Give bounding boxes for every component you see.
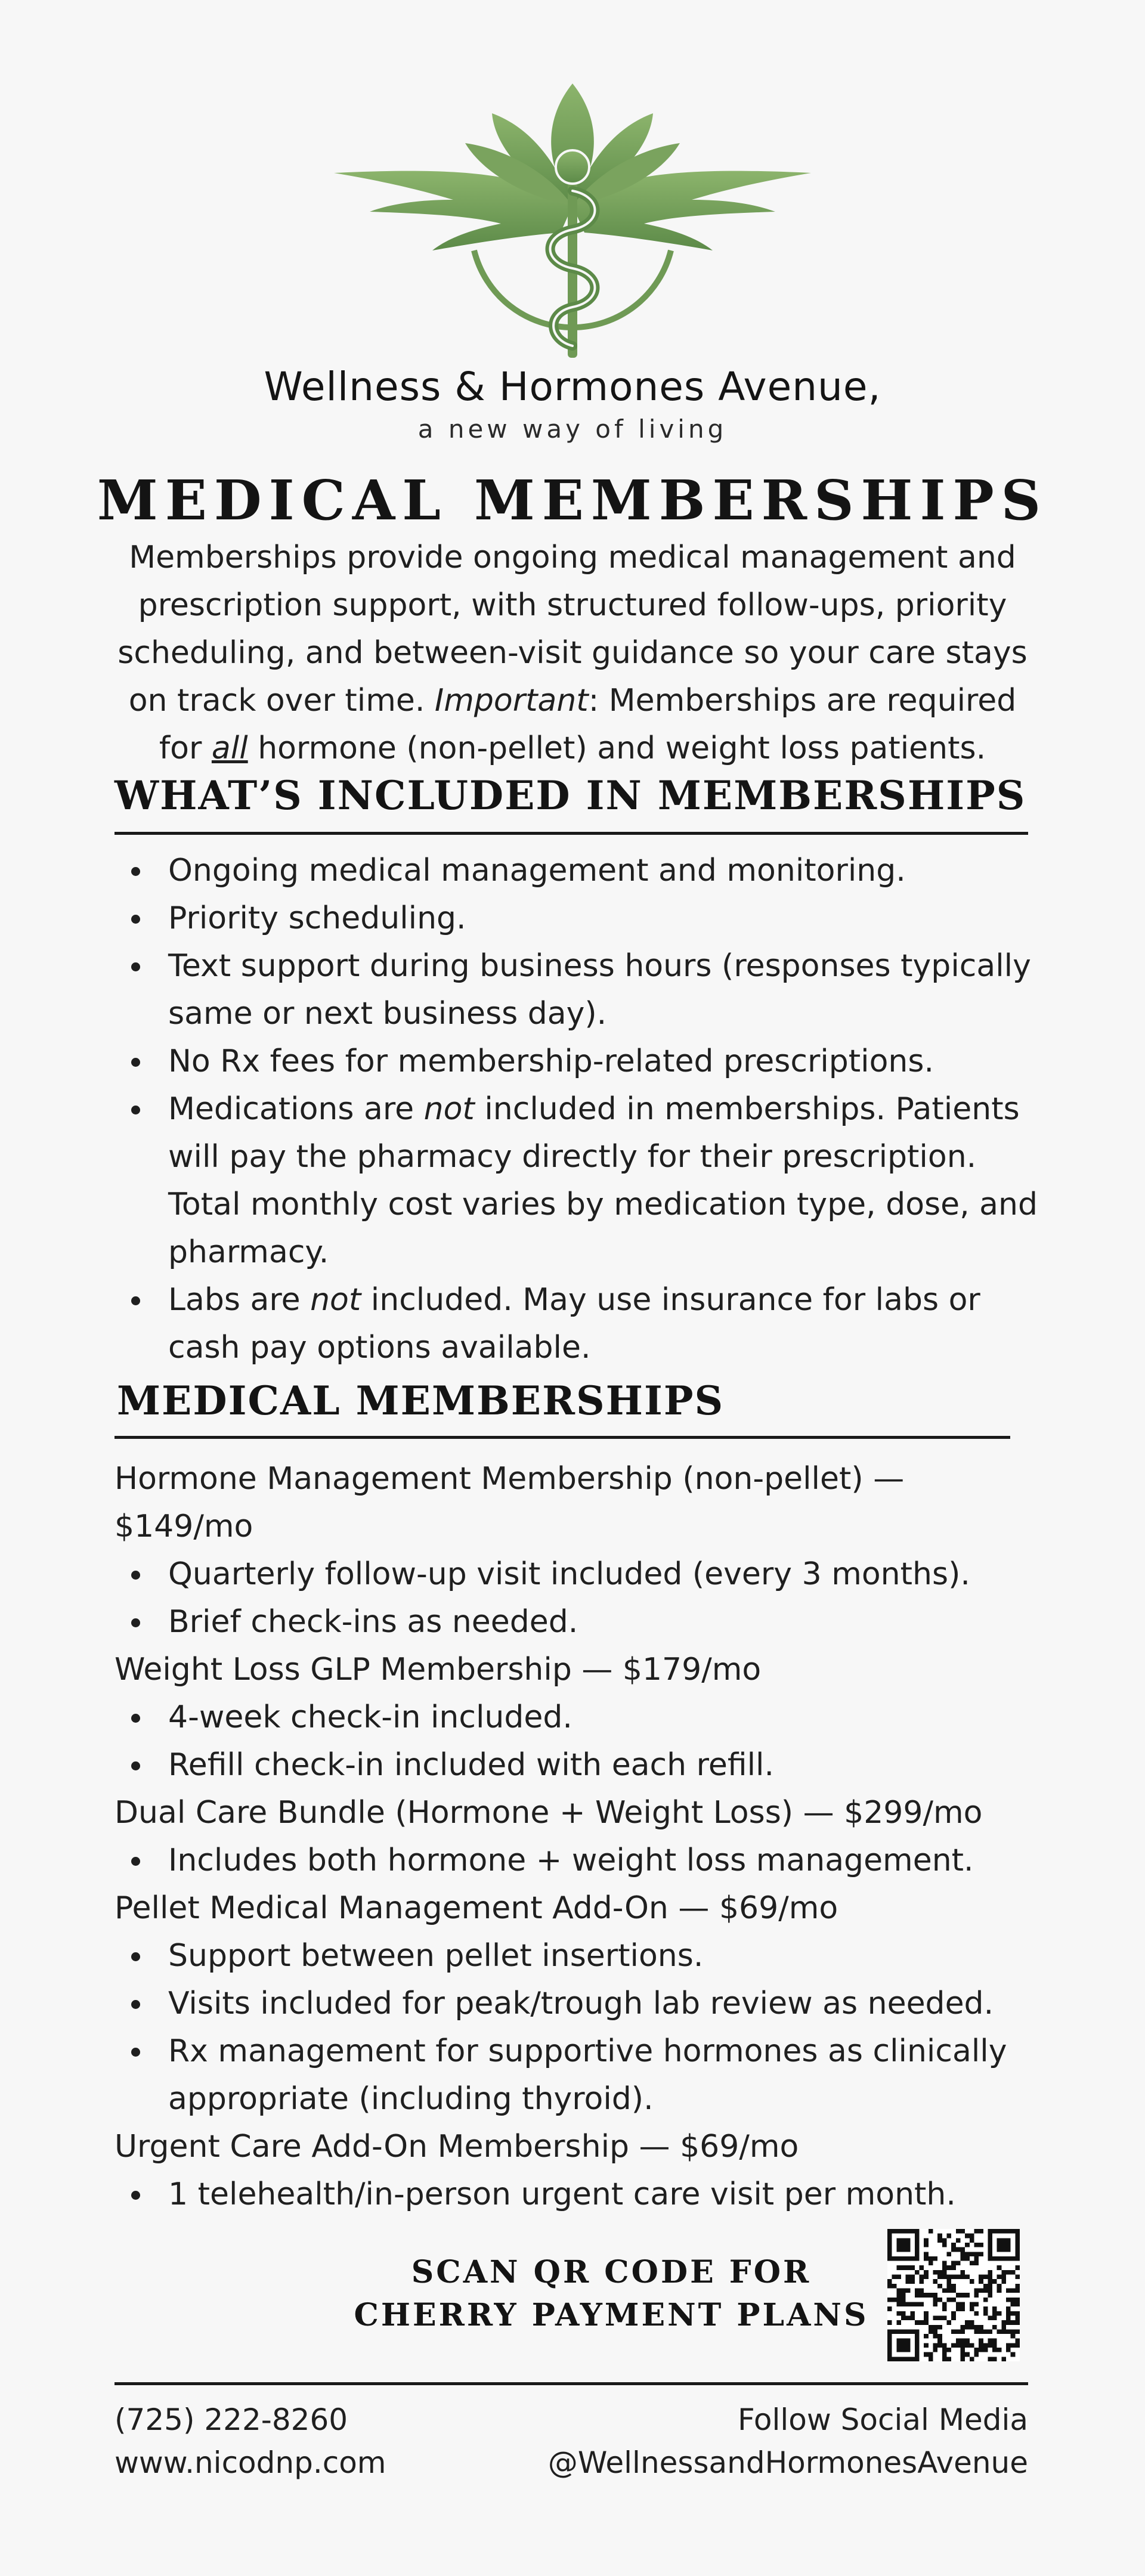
plan-pellet-addon	[114, 1884, 1045, 2123]
social-handle-link[interactable]: @WellnessandHormonesAvenue	[547, 2445, 1028, 2480]
page-title: MEDICAL MEMBERSHIPS	[97, 468, 1048, 532]
plan-weight-loss	[114, 1646, 1045, 1789]
qr-cta-line: CHERRY PAYMENT PLANS	[354, 2297, 869, 2333]
intro-important: Important	[434, 683, 589, 719]
included-list	[114, 847, 1045, 1371]
plan-urgent-care	[114, 2123, 1045, 2218]
list-item: Refill check-in included with each refill.	[114, 1741, 1045, 1789]
list-item: 1 telehealth/in-person urgent care visit per month.	[114, 2171, 1045, 2218]
intro-all: all	[211, 730, 248, 766]
plan-title: Pellet Medical Management Add-On — $69/mo	[114, 1890, 838, 1926]
intro-text: hormone (non-pellet) and weight loss patients.	[247, 730, 986, 766]
intro-paragraph	[107, 534, 1038, 772]
included-divider	[114, 832, 1028, 835]
list-item: Quarterly follow-up visit included (every 3 months).	[114, 1550, 1045, 1598]
memberships-heading: MEDICAL MEMBERSHIPS	[117, 1377, 725, 1424]
list-item: Ongoing medical management and monitoring.	[114, 847, 1045, 894]
list-item: Priority scheduling.	[114, 894, 1045, 942]
list-item: Rx management for supportive hormones as clinically appropriate (including thyroid).	[114, 2027, 1045, 2123]
plan-title: Dual Care Bundle (Hormone + Weight Loss) — $299/mo	[114, 1795, 983, 1831]
plan-title: Urgent Care Add-On Membership — $69/mo	[114, 2129, 799, 2165]
list-item: Visits included for peak/trough lab review as needed.	[114, 1980, 1045, 2027]
list-item: Brief check-ins as needed.	[114, 1598, 1045, 1646]
website-link[interactable]: www.nicodnp.com	[114, 2445, 386, 2480]
qr-call-to-action	[334, 2251, 889, 2337]
brand-tagline: a new way of living	[417, 414, 728, 444]
included-heading: WHAT’S INCLUDED IN MEMBERSHIPS	[114, 772, 1026, 819]
intro-text: : Memberships are required for	[159, 683, 1017, 766]
memberships-list	[114, 1455, 1045, 2218]
list-item: Text support during business hours (responses typically same or next business day).	[114, 942, 1045, 1038]
footer-contact	[114, 2398, 386, 2484]
intro-text: Memberships provide ongoing medical management and prescription support, with structured follow-ups, priority scheduling, and between-visit guidance so your care stays on track over time.	[117, 540, 1028, 719]
brand-name: Wellness & Hormones Avenue,	[264, 364, 881, 410]
footer-social	[548, 2398, 1028, 2484]
plan-title: Weight Loss GLP Membership — $179/mo	[114, 1652, 762, 1688]
list-item: 4-week check-in included.	[114, 1693, 1045, 1741]
lotus-caduceus-wings-icon	[334, 78, 811, 370]
plan-dual-care	[114, 1789, 1045, 1884]
plan-title: Hormone Management Membership (non-pellet) — $149/mo	[114, 1461, 905, 1544]
memberships-divider	[114, 1436, 1010, 1439]
phone-number[interactable]: (725) 222-8260	[114, 2402, 348, 2437]
footer-divider	[114, 2382, 1028, 2385]
list-item: Includes both hormone + weight loss management.	[114, 1837, 1045, 1884]
list-item: Support between pellet insertions.	[114, 1932, 1045, 1980]
list-item: No Rx fees for membership-related prescriptions.	[114, 1038, 1045, 1085]
plan-hormone	[114, 1455, 1045, 1646]
social-label: Follow Social Media	[737, 2402, 1028, 2437]
list-item: Labs are not included. May use insurance for labs or cash pay options available.	[114, 1276, 1045, 1371]
list-item: Medications are not included in memberships. Patients will pay the pharmacy directly for their prescription. Total monthly cost varies by medication type, dose, and pharmacy.	[114, 1085, 1045, 1276]
qr-cta-line: SCAN QR CODE FOR	[411, 2254, 812, 2290]
qr-code-icon[interactable]	[887, 2229, 1020, 2361]
